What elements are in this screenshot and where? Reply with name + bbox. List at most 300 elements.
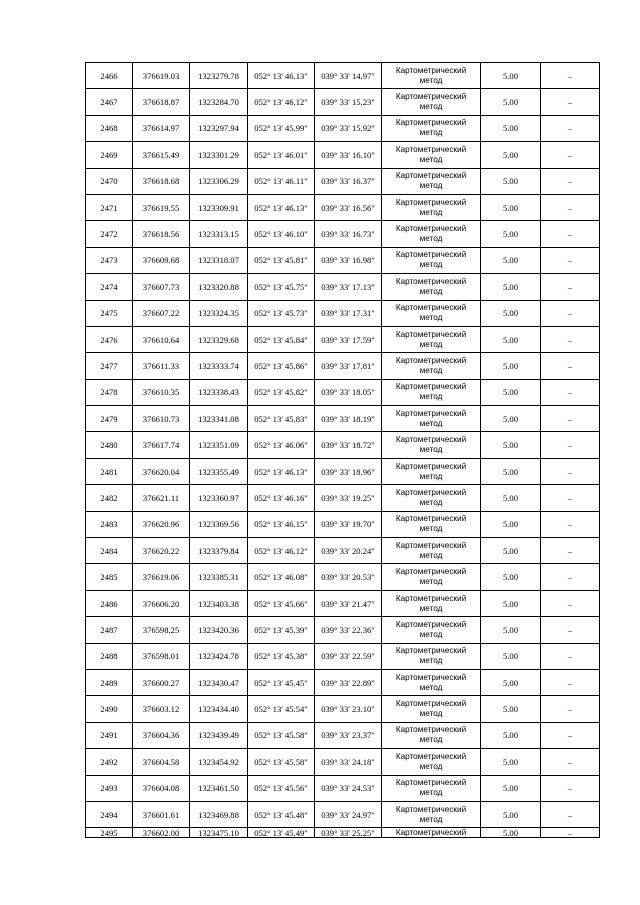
latitude: 052° 13' 46.01" bbox=[254, 149, 308, 160]
longitude: 039° 33' 16.37" bbox=[321, 176, 375, 187]
method-line-2: метод bbox=[419, 392, 443, 402]
accuracy: 5.00 bbox=[502, 360, 519, 371]
latitude-cell bbox=[248, 353, 315, 379]
method-line-2: метод bbox=[419, 471, 443, 481]
accuracy: 5.00 bbox=[502, 827, 519, 838]
method-line-1: Картометрический bbox=[395, 725, 467, 735]
y-coordinate-cell bbox=[190, 406, 248, 432]
accuracy-cell bbox=[481, 669, 541, 695]
accuracy-cell bbox=[481, 458, 541, 484]
x-coordinate-cell bbox=[133, 221, 190, 247]
longitude-cell bbox=[315, 353, 382, 379]
longitude: 039° 33' 22.89" bbox=[321, 677, 375, 688]
y-coordinate: 1323333.74 bbox=[198, 360, 239, 371]
method-cell bbox=[382, 643, 481, 669]
note-cell bbox=[541, 458, 600, 484]
latitude-cell bbox=[248, 801, 315, 827]
table-row bbox=[86, 617, 600, 643]
latitude: 052° 13' 45.66" bbox=[254, 598, 308, 609]
x-coordinate: 376621.11 bbox=[142, 492, 180, 503]
y-coordinate-cell bbox=[190, 564, 248, 590]
method-cell bbox=[382, 590, 481, 616]
point-number: 2495 bbox=[100, 827, 118, 838]
x-coordinate: 376606.20 bbox=[142, 598, 180, 609]
y-coordinate: 1323420.36 bbox=[198, 624, 239, 635]
point-number: 2484 bbox=[100, 545, 118, 556]
longitude: 039° 33' 14.97" bbox=[321, 70, 375, 81]
method-cell bbox=[382, 617, 481, 643]
y-coordinate: 1323454.92 bbox=[198, 756, 239, 767]
method-line-2: метод bbox=[419, 761, 443, 771]
note: – bbox=[567, 360, 573, 371]
latitude: 052° 13' 45.48" bbox=[254, 809, 308, 820]
accuracy-cell bbox=[481, 643, 541, 669]
x-coordinate: 376598.01 bbox=[142, 651, 180, 662]
x-coordinate: 376607.22 bbox=[142, 308, 180, 319]
x-coordinate: 376610.64 bbox=[142, 334, 180, 345]
note-cell bbox=[541, 722, 600, 748]
y-coordinate: 1323309.91 bbox=[198, 202, 239, 213]
point-number: 2471 bbox=[100, 202, 118, 213]
accuracy-cell bbox=[481, 274, 541, 300]
y-coordinate-cell bbox=[190, 485, 248, 511]
y-coordinate-cell bbox=[190, 828, 248, 838]
method-line-2: метод bbox=[419, 814, 443, 824]
method-line-1: Картометрический bbox=[395, 827, 467, 837]
x-coordinate: 376604.36 bbox=[142, 730, 180, 741]
accuracy: 5.00 bbox=[502, 572, 519, 583]
longitude: 039° 33' 20.24" bbox=[321, 545, 375, 556]
method-line-1: Картометрический bbox=[395, 514, 467, 524]
longitude-cell bbox=[315, 326, 382, 352]
point-number: 2476 bbox=[100, 334, 118, 345]
method-line-2: метод bbox=[419, 550, 443, 560]
accuracy-cell bbox=[481, 326, 541, 352]
method-cell bbox=[382, 274, 481, 300]
note: – bbox=[567, 677, 573, 688]
point-number-cell bbox=[86, 458, 133, 484]
accuracy-cell bbox=[481, 89, 541, 115]
longitude-cell bbox=[315, 194, 382, 220]
point-number-cell bbox=[86, 353, 133, 379]
latitude: 052° 13' 45.75" bbox=[254, 281, 308, 292]
latitude: 052° 13' 45.84" bbox=[254, 334, 308, 345]
note: – bbox=[567, 281, 573, 292]
latitude: 052° 13' 45.58" bbox=[254, 756, 308, 767]
point-number-cell bbox=[86, 564, 133, 590]
longitude: 039° 33' 16.56" bbox=[321, 202, 375, 213]
y-coordinate-cell bbox=[190, 63, 248, 89]
table-row bbox=[86, 696, 600, 722]
accuracy-cell bbox=[481, 696, 541, 722]
latitude-cell bbox=[248, 300, 315, 326]
y-coordinate-cell bbox=[190, 379, 248, 405]
accuracy: 5.00 bbox=[502, 202, 519, 213]
table-row bbox=[86, 801, 600, 827]
latitude-cell bbox=[248, 458, 315, 484]
point-number: 2483 bbox=[100, 519, 118, 530]
x-coordinate-cell bbox=[133, 300, 190, 326]
method-line-2: метод bbox=[419, 365, 443, 375]
y-coordinate: 1323279.78 bbox=[198, 70, 239, 81]
longitude-cell bbox=[315, 801, 382, 827]
latitude: 052° 13' 45.99" bbox=[254, 123, 308, 134]
method-line-2: метод bbox=[419, 313, 443, 323]
y-coordinate: 1323324.35 bbox=[198, 308, 239, 319]
accuracy-cell bbox=[481, 194, 541, 220]
x-coordinate: 376604.08 bbox=[142, 783, 180, 794]
point-number: 2493 bbox=[100, 783, 118, 794]
note-cell bbox=[541, 669, 600, 695]
longitude-cell bbox=[315, 749, 382, 775]
y-coordinate-cell bbox=[190, 458, 248, 484]
point-number-cell bbox=[86, 274, 133, 300]
longitude-cell bbox=[315, 247, 382, 273]
point-number-cell bbox=[86, 247, 133, 273]
note-cell bbox=[541, 300, 600, 326]
x-coordinate: 376619.03 bbox=[142, 70, 180, 81]
point-number: 2477 bbox=[100, 360, 118, 371]
method-line-2: метод bbox=[419, 418, 443, 428]
latitude: 052° 13' 45.82" bbox=[254, 387, 308, 398]
latitude: 052° 13' 45.54" bbox=[254, 704, 308, 715]
accuracy-cell bbox=[481, 353, 541, 379]
table-row bbox=[86, 828, 600, 838]
accuracy-cell bbox=[481, 511, 541, 537]
y-coordinate-cell bbox=[190, 353, 248, 379]
method-cell bbox=[382, 432, 481, 458]
point-number-cell bbox=[86, 643, 133, 669]
method-line-2: метод bbox=[419, 735, 443, 745]
x-coordinate: 376607.73 bbox=[142, 281, 180, 292]
longitude: 039° 33' 23.10" bbox=[321, 704, 375, 715]
method-line-1: Картометрический bbox=[395, 593, 467, 603]
point-number: 2475 bbox=[100, 308, 118, 319]
note-cell bbox=[541, 89, 600, 115]
note: – bbox=[567, 756, 573, 767]
table-row bbox=[86, 485, 600, 511]
x-coordinate: 376615.49 bbox=[142, 149, 180, 160]
point-number: 2491 bbox=[100, 730, 118, 741]
method-cell bbox=[382, 142, 481, 168]
method-line-1: Картометрический bbox=[395, 355, 467, 365]
latitude-cell bbox=[248, 89, 315, 115]
longitude: 039° 33' 21.47" bbox=[321, 598, 375, 609]
accuracy-cell bbox=[481, 775, 541, 801]
method-cell bbox=[382, 353, 481, 379]
x-coordinate: 376603.12 bbox=[142, 704, 180, 715]
longitude-cell bbox=[315, 274, 382, 300]
table-row bbox=[86, 775, 600, 801]
note-cell bbox=[541, 538, 600, 564]
latitude-cell bbox=[248, 696, 315, 722]
table-body bbox=[86, 63, 600, 838]
longitude: 039° 33' 24.18" bbox=[321, 756, 375, 767]
accuracy: 5.00 bbox=[502, 334, 519, 345]
method-line-1: Картометрический bbox=[395, 646, 467, 656]
y-coordinate-cell bbox=[190, 749, 248, 775]
y-coordinate-cell bbox=[190, 142, 248, 168]
y-coordinate: 1323385.31 bbox=[198, 572, 239, 583]
x-coordinate-cell bbox=[133, 643, 190, 669]
note: – bbox=[567, 466, 573, 477]
y-coordinate-cell bbox=[190, 511, 248, 537]
method-cell bbox=[382, 564, 481, 590]
accuracy-cell bbox=[481, 801, 541, 827]
y-coordinate: 1323306.29 bbox=[198, 176, 239, 187]
method-cell bbox=[382, 828, 481, 838]
method-line-1: Картометрический bbox=[395, 408, 467, 418]
accuracy: 5.00 bbox=[502, 466, 519, 477]
table-row bbox=[86, 247, 600, 273]
note-cell bbox=[541, 115, 600, 141]
y-coordinate: 1323439.49 bbox=[198, 730, 239, 741]
longitude: 039° 33' 18.96" bbox=[321, 466, 375, 477]
note-cell bbox=[541, 194, 600, 220]
accuracy: 5.00 bbox=[502, 704, 519, 715]
note-cell bbox=[541, 274, 600, 300]
coordinates-table bbox=[85, 62, 600, 838]
longitude: 039° 33' 22.59" bbox=[321, 651, 375, 662]
method-line-1: Картометрический bbox=[395, 250, 467, 260]
y-coordinate: 1323355.49 bbox=[198, 466, 239, 477]
point-number: 2486 bbox=[100, 598, 118, 609]
longitude: 039° 33' 16.73" bbox=[321, 229, 375, 240]
point-number: 2478 bbox=[100, 387, 118, 398]
accuracy: 5.00 bbox=[502, 413, 519, 424]
note: – bbox=[567, 308, 573, 319]
x-coordinate-cell bbox=[133, 696, 190, 722]
note-cell bbox=[541, 485, 600, 511]
x-coordinate-cell bbox=[133, 115, 190, 141]
x-coordinate: 376600.27 bbox=[142, 677, 180, 688]
y-coordinate: 1323360.97 bbox=[198, 492, 239, 503]
x-coordinate-cell bbox=[133, 749, 190, 775]
note-cell bbox=[541, 828, 600, 838]
latitude-cell bbox=[248, 617, 315, 643]
note: – bbox=[567, 704, 573, 715]
y-coordinate: 1323313.15 bbox=[198, 229, 239, 240]
accuracy-cell bbox=[481, 406, 541, 432]
longitude: 039° 33' 17.31" bbox=[321, 308, 375, 319]
method-line-1: Картометрический bbox=[395, 619, 467, 629]
point-number-cell bbox=[86, 63, 133, 89]
point-number: 2467 bbox=[100, 97, 118, 108]
longitude-cell bbox=[315, 617, 382, 643]
table-row bbox=[86, 406, 600, 432]
x-coordinate-cell bbox=[133, 353, 190, 379]
latitude-cell bbox=[248, 485, 315, 511]
longitude-cell bbox=[315, 406, 382, 432]
note-cell bbox=[541, 353, 600, 379]
x-coordinate: 376598.25 bbox=[142, 624, 180, 635]
longitude-cell bbox=[315, 538, 382, 564]
x-coordinate: 376617.74 bbox=[142, 440, 180, 451]
note: – bbox=[567, 387, 573, 398]
x-coordinate-cell bbox=[133, 194, 190, 220]
note: – bbox=[567, 202, 573, 213]
point-number-cell bbox=[86, 775, 133, 801]
point-number: 2489 bbox=[100, 677, 118, 688]
note-cell bbox=[541, 511, 600, 537]
point-number-cell bbox=[86, 749, 133, 775]
method-line-2: метод bbox=[419, 234, 443, 244]
x-coordinate-cell bbox=[133, 142, 190, 168]
note-cell bbox=[541, 63, 600, 89]
note: – bbox=[567, 730, 573, 741]
latitude-cell bbox=[248, 643, 315, 669]
method-cell bbox=[382, 247, 481, 273]
table-row bbox=[86, 669, 600, 695]
note-cell bbox=[541, 564, 600, 590]
accuracy-cell bbox=[481, 379, 541, 405]
method-cell bbox=[382, 406, 481, 432]
y-coordinate: 1323379.84 bbox=[198, 545, 239, 556]
y-coordinate: 1323430.47 bbox=[198, 677, 239, 688]
y-coordinate: 1323341.08 bbox=[198, 413, 239, 424]
method-line-2: метод bbox=[419, 102, 443, 112]
y-coordinate-cell bbox=[190, 221, 248, 247]
note: – bbox=[567, 783, 573, 794]
x-coordinate: 376619.55 bbox=[142, 202, 180, 213]
latitude: 052° 13' 45.58" bbox=[254, 730, 308, 741]
latitude-cell bbox=[248, 63, 315, 89]
method-cell bbox=[382, 89, 481, 115]
latitude: 052° 13' 45.39" bbox=[254, 624, 308, 635]
longitude-cell bbox=[315, 564, 382, 590]
method-line-1: Картометрический bbox=[395, 65, 467, 75]
y-coordinate: 1323338.43 bbox=[198, 387, 239, 398]
x-coordinate: 376619.06 bbox=[142, 572, 180, 583]
point-number: 2473 bbox=[100, 255, 118, 266]
accuracy: 5.00 bbox=[502, 624, 519, 635]
y-coordinate: 1323403.38 bbox=[198, 598, 239, 609]
point-number: 2485 bbox=[100, 572, 118, 583]
table-row bbox=[86, 353, 600, 379]
accuracy-cell bbox=[481, 828, 541, 838]
x-coordinate: 376614.97 bbox=[142, 123, 180, 134]
accuracy: 5.00 bbox=[502, 255, 519, 266]
latitude: 052° 13' 45.49" bbox=[254, 827, 308, 838]
longitude: 039° 33' 15.23" bbox=[321, 97, 375, 108]
method-line-1: Картометрический bbox=[395, 92, 467, 102]
latitude: 052° 13' 46.13" bbox=[254, 70, 308, 81]
method-cell bbox=[382, 511, 481, 537]
y-coordinate-cell bbox=[190, 247, 248, 273]
longitude-cell bbox=[315, 722, 382, 748]
table-row bbox=[86, 300, 600, 326]
method-line-2: метод bbox=[419, 656, 443, 666]
accuracy: 5.00 bbox=[502, 229, 519, 240]
accuracy: 5.00 bbox=[502, 730, 519, 741]
note: – bbox=[567, 413, 573, 424]
method-line-1: Картометрический bbox=[395, 435, 467, 445]
note: – bbox=[567, 827, 573, 838]
x-coordinate: 376611.33 bbox=[142, 360, 180, 371]
point-number-cell bbox=[86, 617, 133, 643]
point-number-cell bbox=[86, 142, 133, 168]
longitude-cell bbox=[315, 775, 382, 801]
note: – bbox=[567, 440, 573, 451]
point-number-cell bbox=[86, 89, 133, 115]
point-number-cell bbox=[86, 326, 133, 352]
x-coordinate-cell bbox=[133, 564, 190, 590]
note-cell bbox=[541, 326, 600, 352]
note: – bbox=[567, 809, 573, 820]
accuracy-cell bbox=[481, 538, 541, 564]
y-coordinate-cell bbox=[190, 432, 248, 458]
y-coordinate-cell bbox=[190, 168, 248, 194]
note: – bbox=[567, 70, 573, 81]
point-number-cell bbox=[86, 538, 133, 564]
y-coordinate-cell bbox=[190, 274, 248, 300]
method-line-2: метод bbox=[419, 497, 443, 507]
point-number: 2480 bbox=[100, 440, 118, 451]
latitude: 052° 13' 45.45" bbox=[254, 677, 308, 688]
longitude-cell bbox=[315, 432, 382, 458]
latitude-cell bbox=[248, 326, 315, 352]
table-row bbox=[86, 221, 600, 247]
y-coordinate: 1323369.56 bbox=[198, 519, 239, 530]
table-row bbox=[86, 511, 600, 537]
accuracy-cell bbox=[481, 590, 541, 616]
longitude-cell bbox=[315, 696, 382, 722]
note: – bbox=[567, 519, 573, 530]
table-row bbox=[86, 722, 600, 748]
accuracy-cell bbox=[481, 722, 541, 748]
x-coordinate: 376601.61 bbox=[142, 809, 180, 820]
x-coordinate: 376618.68 bbox=[142, 176, 180, 187]
x-coordinate-cell bbox=[133, 326, 190, 352]
longitude: 039° 33' 16.98" bbox=[321, 255, 375, 266]
y-coordinate-cell bbox=[190, 538, 248, 564]
method-line-2: метод bbox=[419, 207, 443, 217]
y-coordinate: 1323297.94 bbox=[198, 123, 239, 134]
point-number-cell bbox=[86, 432, 133, 458]
x-coordinate-cell bbox=[133, 379, 190, 405]
x-coordinate-cell bbox=[133, 458, 190, 484]
longitude: 039° 33' 17.81" bbox=[321, 360, 375, 371]
point-number: 2482 bbox=[100, 492, 118, 503]
point-number: 2469 bbox=[100, 149, 118, 160]
method-line-2: метод bbox=[419, 286, 443, 296]
y-coordinate: 1323284.70 bbox=[198, 97, 239, 108]
method-cell bbox=[382, 722, 481, 748]
accuracy: 5.00 bbox=[502, 440, 519, 451]
x-coordinate-cell bbox=[133, 511, 190, 537]
latitude-cell bbox=[248, 221, 315, 247]
latitude-cell bbox=[248, 828, 315, 838]
method-cell bbox=[382, 194, 481, 220]
longitude-cell bbox=[315, 142, 382, 168]
x-coordinate-cell bbox=[133, 168, 190, 194]
accuracy-cell bbox=[481, 168, 541, 194]
note: – bbox=[567, 572, 573, 583]
method-line-1: Картометрический bbox=[395, 303, 467, 313]
method-cell bbox=[382, 300, 481, 326]
point-number-cell bbox=[86, 590, 133, 616]
table-row bbox=[86, 326, 600, 352]
y-coordinate-cell bbox=[190, 617, 248, 643]
latitude-cell bbox=[248, 274, 315, 300]
accuracy-cell bbox=[481, 617, 541, 643]
x-coordinate: 376620.22 bbox=[142, 545, 180, 556]
longitude-cell bbox=[315, 590, 382, 616]
latitude-cell bbox=[248, 379, 315, 405]
latitude: 052° 13' 46.13" bbox=[254, 202, 308, 213]
table-row bbox=[86, 89, 600, 115]
point-number-cell bbox=[86, 511, 133, 537]
